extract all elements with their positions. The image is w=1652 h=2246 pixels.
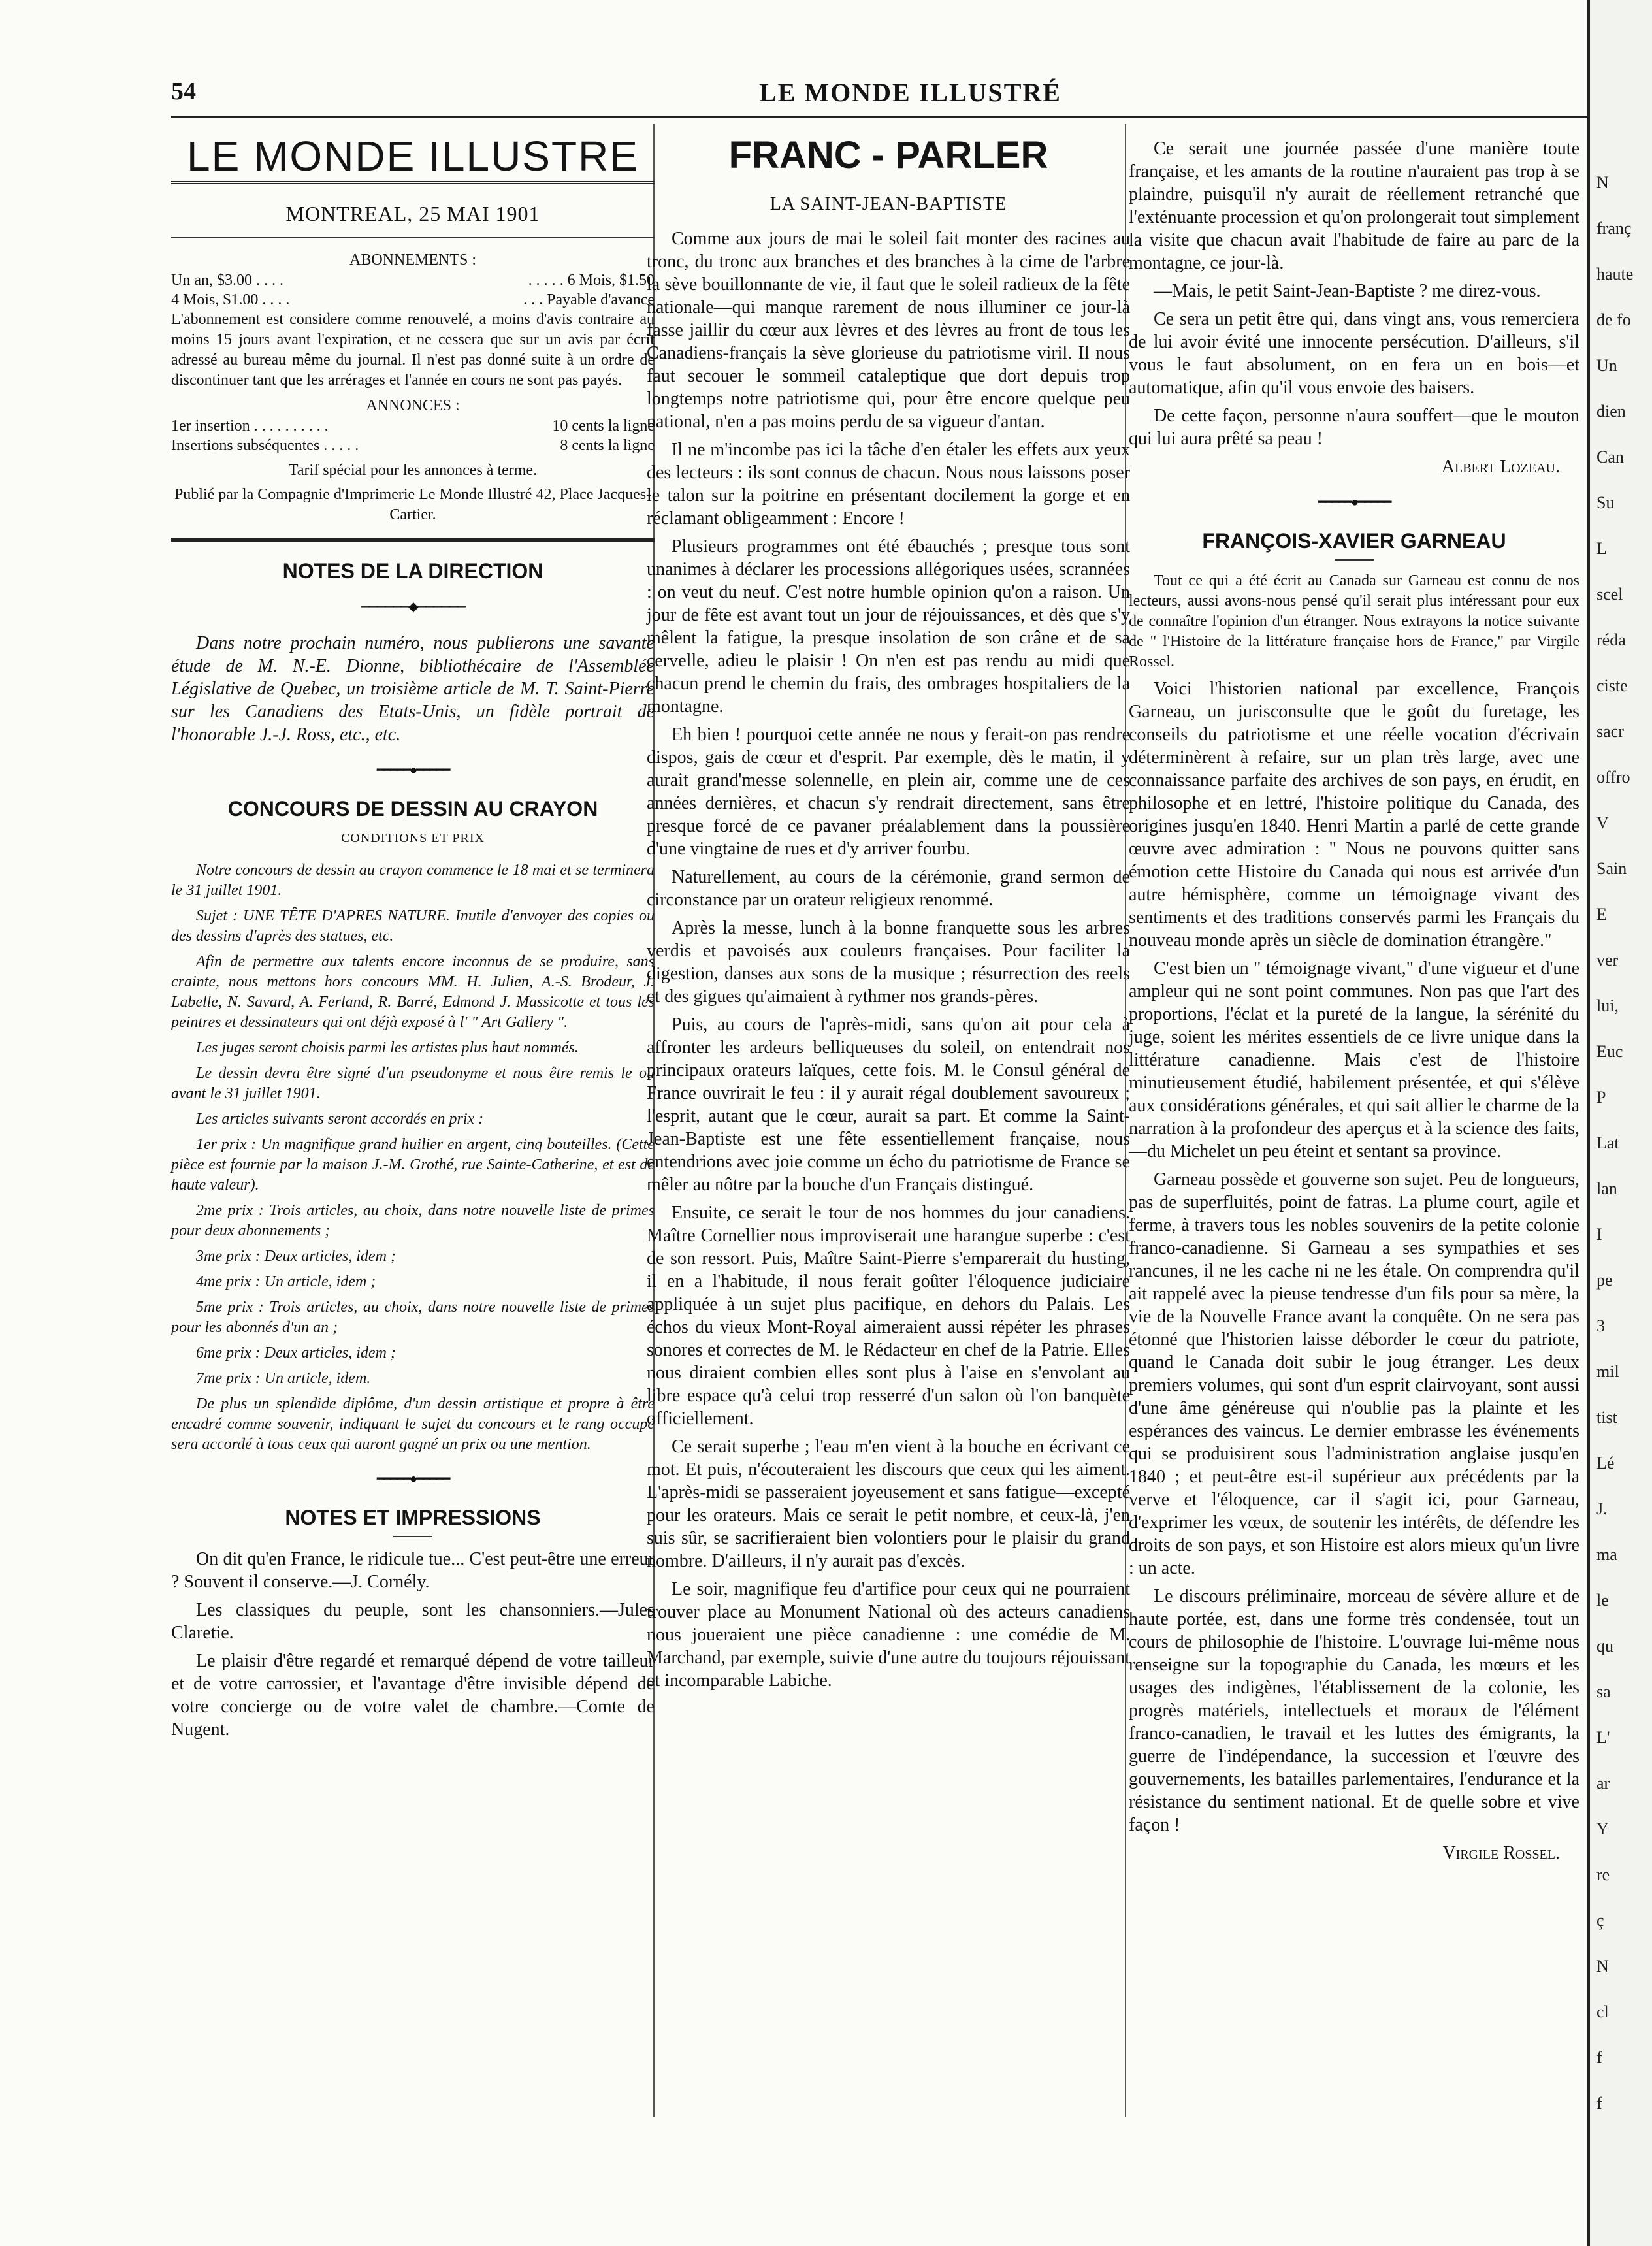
edge-fragment: sacr (1596, 722, 1624, 741)
abonnement-price: . . . . . 6 Mois, $1.50 (528, 272, 655, 289)
article-paragraph: Ce serait superbe ; l'eau m'en vient à la bouche en écrivant ce mot. Et puis, n'écouteraient les discours que ceux qui les aiment. L'après-midi se passeraient joyeusement et sans fatigue—excepté pour les orateurs. Mais ce serait le petit nombre, et ceux-là, j'en suis sûr, se sacrifieraient bien volontiers pour le plaisir du grand nombre. D'ailleurs, il n'y aurait pas d'excès. (647, 1437, 1130, 1571)
edge-fragment: pe (1596, 1271, 1613, 1290)
header-rule (171, 116, 1595, 118)
ornament-rule: ━━━━━●━━━━━ (376, 763, 449, 777)
page-header (171, 77, 1595, 116)
double-rule (171, 538, 655, 542)
ornament-rule: ──────◆────── (361, 600, 465, 614)
abonnement-label: 4 Mois, $1.00 . . . . (171, 291, 290, 308)
article-paragraph: Le discours préliminaire, morceau de sévère allure et de haute portée, est, dans une forme très condensée, tout un cours de philosophie de l'histoire. L'ouvrage lui-même nous renseigne sur la topographie du Canada, les mœurs et les usages des indigènes, l'établissement de la colonie, les progrès matériels, intellectuels et moraux de l'élément franco-canadien, le travail et les luttes des émigrants, la guerre de l'indépendance, la succession et l'œuvre des gouvernements, les batailles parlementaires, l'endurance et la résistance du sentiment national. Et de quelle sobre et vive façon ! (1129, 1586, 1579, 1835)
journal-name: LE MONDE ILLUSTRÉ (759, 78, 1061, 107)
article-paragraph: —Mais, le petit Saint-Jean-Baptiste ? me direz-vous. (1154, 281, 1541, 301)
article-paragraph: Après la messe, lunch à la bonne franquette sous les arbres verdis et pavoisés aux couleurs françaises. Pour faciliter la digestion, danses aux sons de la musique ; résurrection des reels et des gigues qu'aimaient à rythmer nos grands-pères. (647, 918, 1130, 1007)
article-paragraph: Ensuite, ce serait le tour de nos hommes du jour canadiens. Maître Cornellier nous improviserait une harangue superbe : c'est de son ressort. Puis, Maître Saint-Pierre s'emparerait du husting, il en a l'habitude, il nous ferait goûter l'éloquence judiciaire appliquée à un sujet plus pacifique, en dehors du Palais. Les échos du vieux Mont-Royal aimeraient aussi répéter les phrases sonores et correctes de M. le Rédacteur en chef de la Patrie. Elles nous diraient combien elles sont plus à l'aise en s'envolant au libre espace qu'à celui trop resserré d'un salon où l'on banquète officiellement. (647, 1203, 1130, 1429)
annonces-row (171, 436, 655, 455)
garneau-intro: Tout ce qui a été écrit au Canada sur Garneau est connu de nos lecteurs, aussi avons-nous pensé qu'il serait plus intéressant pour eux de connaître l'opinion d'un étranger. Nous extrayons la notice suivante de " l'Histoire de la littérature française hors de France," par Virgile Rossel. (1129, 572, 1579, 670)
concours-paragraph: Sujet : UNE TÊTE D'APRES NATURE. Inutile d'envoyer des copies ou des dessins d'après des statues, etc. (171, 907, 655, 945)
section-title-garneau: FRANÇOIS-XAVIER GARNEAU (1202, 529, 1506, 553)
column-center (647, 134, 1130, 1697)
ornament-rule: ━━━━━●━━━━━ (376, 1472, 449, 1486)
edge-fragment: re (1596, 1865, 1610, 1884)
edge-fragment: Lat (1596, 1133, 1619, 1152)
abonnements-heading: ABONNEMENTS : (349, 252, 476, 269)
concours-paragraph: 2me prix : Trois articles, au choix, dans notre nouvelle liste de primes pour deux abonnements ; (171, 1202, 655, 1239)
article-paragraph: Garneau possède et gouverne son sujet. Peu de longueurs, pas de superfluités, point de fatras. La plume court, agile et ferme, à travers tous les nobles souvenirs de la petite colonie franco-canadienne. Si Garneau a ses sympathies et ses rancunes, il ne les cache ni ne les étale. On comprendra qu'il ait rappelé avec la pieuse tendresse d'un fils pour sa mère, la vie de la Nouvelle France avant la conquête. On ne sera pas étonné que l'historien laisse déborder le cœur du patriote, quand le Canada doit subir le joug étranger. Les deux premiers volumes, qui sont d'un esprit clairvoyant, sont aussi d'une âme généreuse qui n'oublie pas la plainte et les espérances des vaincus. Le dernier embrasse les événements qui se produisirent sous l'administration anglaise jusqu'en 1840 ; et peut-être est-il supérieur aux précédents par la verve et l'éloquence, car il s'agit ici, pour Garneau, d'exprimer les vœux, de soutenir les intérêts, de défendre les droits de son pays, et son Histoire est alors mieux qu'un livre : un acte. (1129, 1169, 1579, 1578)
column-right (1129, 137, 1579, 1870)
edge-fragment: 3 (1596, 1316, 1605, 1335)
edge-fragment: dien (1596, 402, 1626, 421)
edge-fragment: Un (1596, 356, 1617, 375)
edge-fragment: N (1596, 1957, 1609, 1976)
abonnements-row (171, 290, 655, 310)
article-paragraph: De cette façon, personne n'aura souffert—que le mouton qui lui aura prêté sa peau ! (1129, 406, 1579, 449)
edge-fragment: V (1596, 813, 1609, 832)
edge-fragment: P (1596, 1088, 1606, 1107)
edge-fragment: f (1596, 2048, 1602, 2067)
edge-fragment: mil (1596, 1362, 1619, 1381)
article-paragraph: Ce serait une journée passée d'une manière toute française, et les amants de la routine n'auraient pas trop à se plaindre, puisqu'il n'y aurait de réellement retranché que l'exténuante procession et qu'on prolongerait tout simplement la visite que chacun avait l'habitude de faire au parc de la montagne, ce jour-là. (1129, 138, 1579, 273)
article-subtitle: LA SAINT-JEAN-BAPTISTE (769, 194, 1007, 214)
edge-fragment: ciste (1596, 676, 1628, 695)
article-paragraph: Le soir, magnifique feu d'artifice pour ceux qui ne pourraient trouver place au Monument National où des acteurs canadiens nous joueraient une pièce canadienne : une comédie de M. Marchand, par exemple, suivie d'une autre du toujours réjouissant et incomparable Labiche. (647, 1579, 1130, 1691)
edge-fragment: offro (1596, 768, 1630, 787)
article-paragraph: Voici l'historien national par excellence, François Garneau, un jurisconsulte que le goût du furetage, les conseils du patriotisme et une réelle vocation d'écrivain déterminèrent à refaire, sur un plan très large, avec une connaissance parfaite des archives de son pays, en érudit, en philosophe et en lettré, l'histoire politique du Canada, des origines jusqu'en 1840. Henri Martin a parlé de cette grande œuvre avec admiration : " Nous ne pouvons quitter sans émotion cette Histoire du Canada qui nous est arrivée d'un autre hémisphère, comme un témoignage vivant des sentiments et des traditions conservés parmi les Français du nouveau monde après un siècle de domination étrangère." (1129, 679, 1579, 951)
impression-paragraph: Les classiques du peuple, sont les chansonniers.—Jules Claretie. (171, 1600, 655, 1643)
article-paragraph: Ce sera un petit être qui, dans vingt ans, vous remerciera de lui avoir évité une innocente persécution. D'ailleurs, s'il vous le faut absolument, on en fera un en bois—et automatique, afin qu'il vous envoie des baisers. (1129, 309, 1579, 398)
section-title-concours: CONCOURS DE DESSIN AU CRAYON (227, 797, 598, 821)
concours-paragraph: De plus un splendide diplôme, d'un dessin artistique et propre à être encadré comme souvenir, indiquant le sujet du concours et le rang occupé sera accordé à tous ceux qui auront gagné un prix ou une mention. (171, 1395, 655, 1453)
tarif-text: Tarif spécial pour les annonces à terme. (288, 462, 538, 479)
edge-fragment: f (1596, 2094, 1602, 2113)
article-paragraph: Comme aux jours de mai le soleil fait monter des racines au tronc, du tronc aux branches et des branches à la cime de l'arbre la sève bouillonnante de vie, il faut que le soleil radieux de la fête nationale—qui manque rarement de nous illuminer ce jour-là fasse jaillir du cœur aux lèvres et des lèvres au front de tous les Canadiens-français la sève glorieuse du patriotisme viril. Il nous faut secouer le sommeil cataleptique que dort depuis trop longtemps notre patriotisme qui, pour être encore quelque peu national, n'en a pas moins perdu de sa vigueur d'antan. (647, 229, 1130, 432)
impression-paragraph: Le plaisir d'être regardé et remarqué dépend de votre tailleur et de votre carrossier, et l'avantage d'être invisible dépend de votre concierge ou de votre valet de chambre.—Comte de Nugent. (171, 1651, 655, 1740)
adjacent-page-fragments (1590, 0, 1652, 2117)
article-paragraph: Puis, au cours de l'après-midi, sans qu'on ait pour cela à affronter les ardeurs belliqueuses du soleil, on entendrait nos principaux orateurs laïques, cette fois. M. le Consul général de France ouvrirait le feu : il y aurait régal doublement savoureux ; l'esprit, autant que le cœur, aurait sa part. Et comme la Saint-Jean-Baptiste est une fête essentiellement française, nous entendrions avec joie comme un écho du patriotisme de France se mêler au nôtre par la bouche d'un Français distingué. (647, 1015, 1130, 1195)
concours-paragraph: 6me prix : Deux articles, idem ; (196, 1344, 396, 1361)
edge-fragment: ç (1596, 1911, 1604, 1930)
edge-fragment: sa (1596, 1682, 1611, 1701)
concours-paragraph: Les articles suivants seront accordés en prix : (196, 1111, 484, 1128)
concours-paragraph: 4me prix : Un article, idem ; (196, 1273, 376, 1290)
edge-fragment: Can (1596, 448, 1624, 466)
article-paragraph: C'est bien un " témoignage vivant," d'une vigueur et d'une ampleur qui ne sont point communes. Non pas que l'art des proportions, l'éclat et la pureté de la langue, la sérénité du juge, soient les mérites essentiels de ce livre unique dans la littérature canadienne. Mais c'est de l'histoire minutieusement étudié, habilement présentée, et qui s'élève aux considérations générales, et qui sait allier le charme de la narration à la profondeur des aperçus et à la science des faits,—du Michelet un peu éteint et sentant sa province. (1129, 958, 1579, 1162)
notes-direction-text: Dans notre prochain numéro, nous publierons une savante étude de M. N.-E. Dionne, bibliothécaire de l'Assemblée Législative de Quebec, un troisième article de M. T. Saint-Pierre sur les Canadiens des Etats-Unis, un fidèle portrait de l'honorable J.-J. Ross, etc., etc. (171, 633, 655, 745)
abonnement-label: Un an, $3.00 . . . . (171, 272, 283, 289)
page-number: 54 (171, 78, 196, 105)
concours-paragraph: Notre concours de dessin au crayon commence le 18 mai et se terminera le 31 juillet 1901. (171, 862, 655, 899)
edge-fragment: Euc (1596, 1042, 1623, 1061)
edge-fragment: E (1596, 905, 1607, 924)
concours-paragraph: 1er prix : Un magnifique grand huilier en argent, cinq bouteilles. (Cette pièce est fournie par la maison J.-M. Grothé, rue Sainte-Catherine, et est de haute valeur). (171, 1136, 655, 1194)
annonce-label: Insertions subséquentes . . . . . (171, 437, 359, 454)
article-paragraph: Il ne m'incombe pas ici la tâche d'en étaler les effets aux yeux des lecteurs : ils sont connus de chacun. Nous nous laissons poser le talon sur la poitrine en présentant docilement la gorge et en réclamant obligeamment : Encore ! (647, 440, 1130, 529)
concours-paragraph: 3me prix : Deux articles, idem ; (196, 1248, 396, 1265)
abonnement-price: . . . Payable d'avance (523, 291, 655, 308)
annonces-row (171, 416, 655, 436)
edge-fragment: réda (1596, 630, 1626, 649)
edge-fragment: ma (1596, 1545, 1617, 1564)
abonnements-text: L'abonnement est considere comme renouvelé, a moins d'avis contraire au moins 15 jours avant l'expiration, et ne cessera que sur un avis par écrit adressé au bureau même du journal. Il n'est pas donné suite à un ordre de discontinuer tant que les arrérages et l'année en cours ne sont pas payés. (171, 311, 655, 389)
edge-fragment: ar (1596, 1774, 1610, 1793)
short-rule (393, 1536, 432, 1537)
double-rule (171, 181, 655, 184)
edge-fragment: N (1596, 173, 1609, 192)
article-paragraph: Naturellement, au cours de la cérémonie, grand sermon de circonstance par un orateur religieux renommé. (647, 867, 1130, 910)
annonce-price: 8 cents la ligne (560, 437, 655, 454)
divider (171, 237, 655, 238)
author-signature: Virgile Rossel. (1442, 1843, 1560, 1863)
edge-fragment: le (1596, 1591, 1609, 1610)
edge-fragment: L' (1596, 1728, 1610, 1747)
section-title-notes-impressions: NOTES ET IMPRESSIONS (285, 1506, 541, 1529)
ornament-rule: ━━━━━●━━━━━ (1318, 495, 1391, 510)
edge-fragment: lui, (1596, 996, 1619, 1015)
edge-fragment: Su (1596, 493, 1615, 512)
article-paragraph: Eh bien ! pourquoi cette année ne nous y ferait-on pas rendre dispos, gais de cœur et d'esprit. Par exemple, dès le matin, il y aurait grand'messe solennelle, en plein air, comme une de ces années dernières, et chacun s'y rendrait directement, sans être presque forcé de ce pavaner préalablement dans la poussière d'une vingtaine de rues et d'y arriver fourbu. (647, 724, 1130, 859)
edge-fragment: de fo (1596, 310, 1631, 329)
annonce-label: 1er insertion . . . . . . . . . . (171, 417, 329, 434)
concours-paragraph: Afin de permettre aux talents encore inconnus de se produire, sans crainte, nous mettons hors concours MM. H. Julien, A.-S. Brodeur, J. Labelle, N. Savard, A. Ferland, R. Barré, Edmond J. Massicotte et tous les peintres et dessinateurs qui ont déjà exposé à l' " Art Gallery ". (171, 953, 655, 1031)
edge-fragment: scel (1596, 585, 1623, 604)
edge-fragment: L (1596, 539, 1607, 558)
edge-fragment: ver (1596, 951, 1619, 969)
masthead-title: LE MONDE ILLUSTRE (187, 133, 639, 180)
article-title-franc-parler: FRANC - PARLER (728, 134, 1048, 176)
column-left (171, 133, 655, 1746)
concours-paragraph: Les juges seront choisis parmi les artistes plus haut nommés. (196, 1039, 579, 1056)
publisher-text: Publié par la Compagnie d'Imprimerie Le Monde Illustré 42, Place Jacques-Cartier. (174, 486, 652, 523)
edge-fragment: franç (1596, 219, 1632, 238)
impression-paragraph: On dit qu'en France, le ridicule tue... C'est peut-être une erreur ? Souvent il conserve.—J. Cornély. (171, 1549, 655, 1592)
short-rule (1335, 559, 1374, 561)
section-title-notes-direction: NOTES DE LA DIRECTION (282, 559, 543, 583)
edge-fragment: lan (1596, 1179, 1617, 1198)
edge-fragment: tist (1596, 1408, 1617, 1427)
concours-paragraph: Le dessin devra être signé d'un pseudonyme et nous être remis le ou avant le 31 juillet 1901. (171, 1065, 655, 1102)
edge-fragment: J. (1596, 1499, 1608, 1518)
article-paragraph: Plusieurs programmes ont été ébauchés ; presque tous sont unanimes à déclarer les processions allégoriques usées, scrannées : on veut du neuf. C'est notre humble opinion qu'on a raison. Un jour de fête est avant tout un jour de réjouissances, et dès que s'y mêlent la fatigue, la presque insolation de son crâne et de sa cervelle, adieu le plaisir ! On n'en est pas rendu au midi que chacun prend le chemin du frais, des ombrages hospitaliers de la montagne. (647, 536, 1130, 717)
edge-fragment: Sain (1596, 859, 1627, 878)
abonnements-row (171, 270, 655, 290)
concours-paragraph: 7me prix : Un article, idem. (196, 1370, 371, 1387)
annonces-heading: ANNONCES : (366, 397, 460, 414)
edge-fragment: cl (1596, 2002, 1609, 2021)
dateline: MONTREAL, 25 MAI 1901 (285, 202, 540, 225)
annonce-price: 10 cents la ligne (552, 417, 655, 434)
edge-fragment: qu (1596, 1636, 1613, 1655)
edge-fragment: I (1596, 1225, 1602, 1244)
edge-fragment: haute (1596, 265, 1634, 284)
concours-paragraph: 5me prix : Trois articles, au choix, dans notre nouvelle liste de primes pour les abonnés d'un an ; (171, 1299, 655, 1336)
adjacent-page-edge (1587, 0, 1652, 2246)
concours-subtitle: CONDITIONS ET PRIX (341, 831, 485, 845)
edge-fragment: Y (1596, 1819, 1609, 1838)
author-signature: Albert Lozeau. (1441, 457, 1560, 477)
edge-fragment: Lé (1596, 1454, 1615, 1473)
